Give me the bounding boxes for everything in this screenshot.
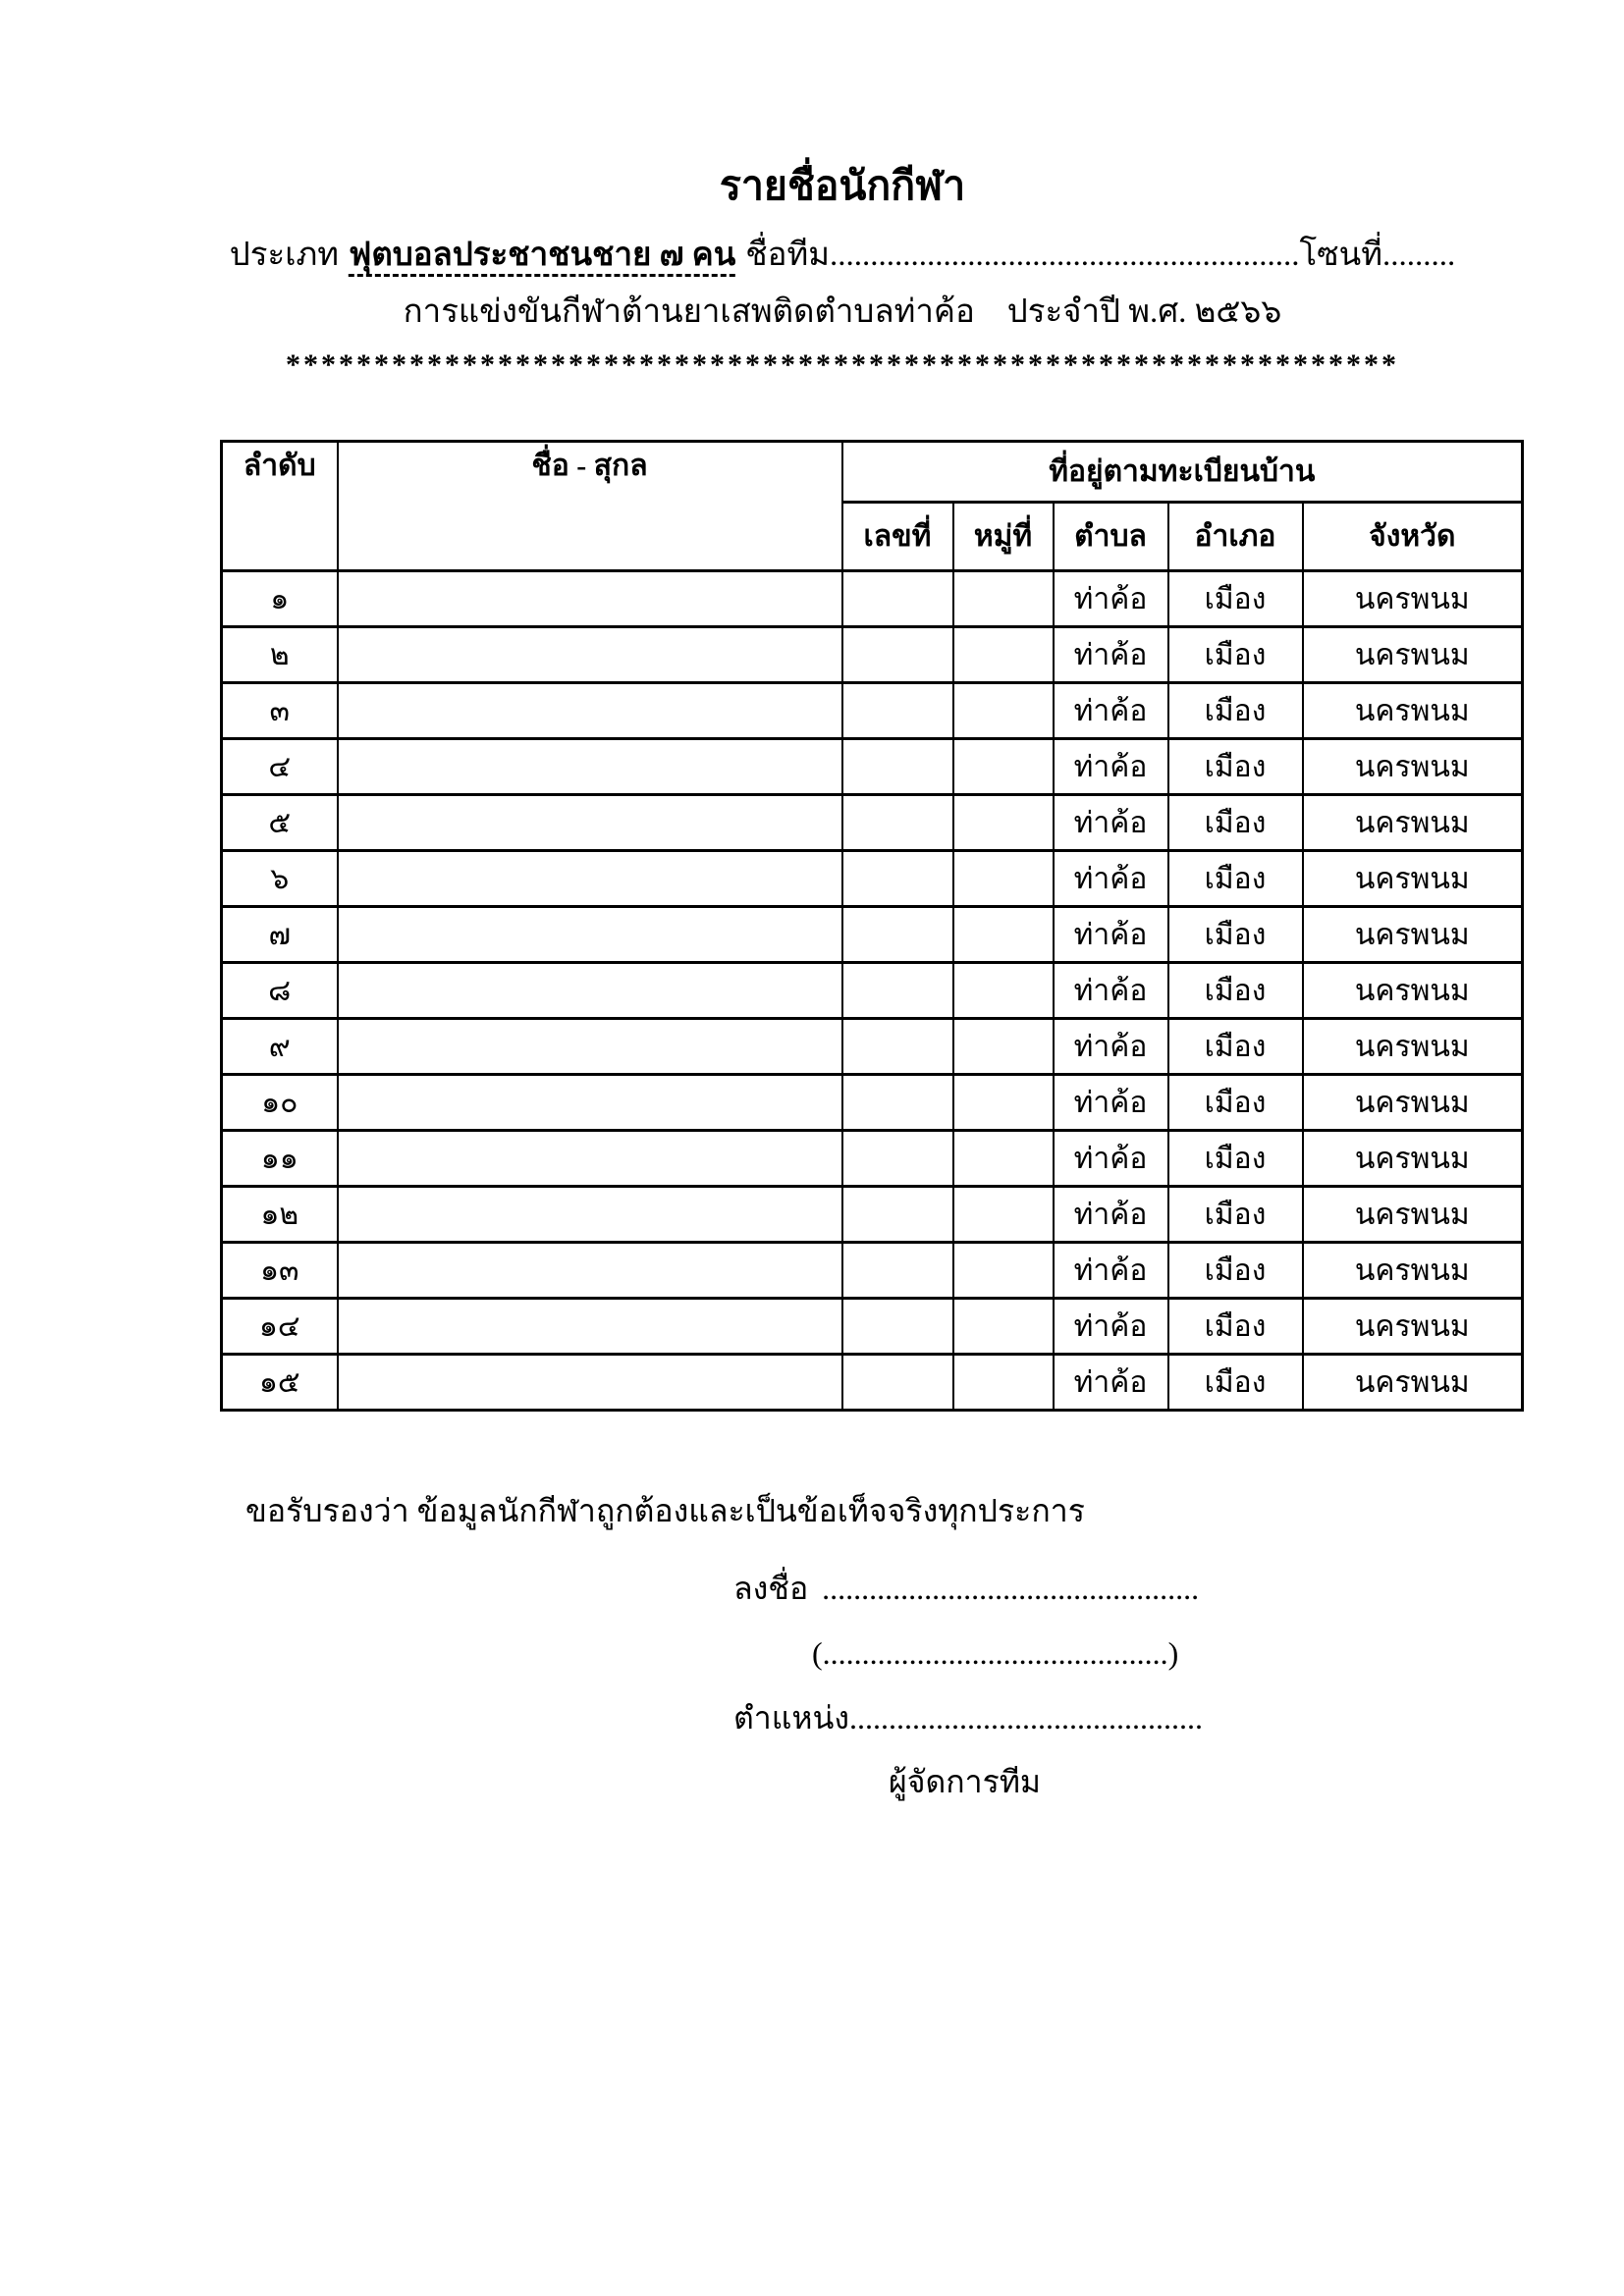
order-cell: ๓: [222, 683, 338, 739]
tambon-cell: ท่าค้อ: [1054, 1243, 1168, 1299]
table-row: [222, 1019, 1523, 1075]
table-row: [222, 1187, 1523, 1243]
tambon-cell: ท่าค้อ: [1054, 1075, 1168, 1131]
moo-cell: [953, 907, 1054, 963]
table-row: [222, 1299, 1523, 1355]
province-cell: นครพนม: [1303, 1299, 1523, 1355]
amphoe-cell: เมือง: [1168, 1243, 1303, 1299]
province-cell: นครพนม: [1303, 1131, 1523, 1187]
table-row: [222, 683, 1523, 739]
moo-cell: [953, 683, 1054, 739]
order-cell: ๙: [222, 1019, 338, 1075]
house-no-cell: [842, 1243, 953, 1299]
name-cell: [338, 683, 842, 739]
moo-cell: [953, 963, 1054, 1019]
separator-line: ***************************************************************: [286, 348, 1399, 381]
amphoe-cell: เมือง: [1168, 1355, 1303, 1411]
province-cell: นครพนม: [1303, 1243, 1523, 1299]
moo-cell: [953, 627, 1054, 683]
category-prefix: ประเภท: [229, 238, 339, 273]
athletes-table: [220, 440, 1524, 1412]
order-cell: ๑๒: [222, 1187, 338, 1243]
signature-block: [733, 1567, 1203, 1825]
table-row: [222, 739, 1523, 795]
name-cell: [338, 1187, 842, 1243]
house-no-cell: [842, 1187, 953, 1243]
province-cell: นครพนม: [1303, 851, 1523, 907]
order-cell: ๖: [222, 851, 338, 907]
amphoe-cell: เมือง: [1168, 1131, 1303, 1187]
moo-cell: [953, 1243, 1054, 1299]
table-row: [222, 795, 1523, 851]
amphoe-cell: เมือง: [1168, 851, 1303, 907]
amphoe-cell: เมือง: [1168, 1075, 1303, 1131]
name-cell: [338, 1131, 842, 1187]
col-header-province: จังหวัด: [1303, 503, 1523, 571]
province-cell: นครพนม: [1303, 739, 1523, 795]
event-line: การแข่งขันกีฬาต้านยาเสพติดตำบลท่าค้อ ประจำปี พ.ศ. ๒๕๖๖: [403, 294, 1282, 330]
tambon-cell: ท่าค้อ: [1054, 739, 1168, 795]
moo-cell: [953, 1019, 1054, 1075]
tambon-cell: ท่าค้อ: [1054, 907, 1168, 963]
name-cell: [338, 1299, 842, 1355]
amphoe-cell: เมือง: [1168, 963, 1303, 1019]
house-no-cell: [842, 627, 953, 683]
page-title: รายชื่อนักกีฬา: [719, 163, 966, 208]
table-row: [222, 1355, 1523, 1411]
zone-blank: .........: [1381, 238, 1456, 273]
province-cell: นครพนม: [1303, 1019, 1523, 1075]
order-cell: ๑๔: [222, 1299, 338, 1355]
name-cell: [338, 1019, 842, 1075]
moo-cell: [953, 1131, 1054, 1187]
tambon-cell: ท่าค้อ: [1054, 1131, 1168, 1187]
tambon-cell: ท่าค้อ: [1054, 1355, 1168, 1411]
house-no-cell: [842, 571, 953, 627]
house-no-cell: [842, 963, 953, 1019]
signer-name-blank: (............................................): [812, 1634, 1179, 1671]
house-no-cell: [842, 795, 953, 851]
order-cell: ๗: [222, 907, 338, 963]
team-name-blank: ..........................................................: [830, 238, 1300, 273]
moo-cell: [953, 571, 1054, 627]
amphoe-cell: เมือง: [1168, 907, 1303, 963]
province-cell: นครพนม: [1303, 907, 1523, 963]
table-row: [222, 851, 1523, 907]
certification-text: ขอรับรองว่า ข้อมูลนักกีฬาถูกต้องและเป็นข้อเท็จจริงทุกประการ: [245, 1493, 1085, 1528]
col-header-moo: หมู่ที่: [953, 503, 1054, 571]
signature-blank: ................................................: [822, 1571, 1200, 1606]
name-cell: [338, 627, 842, 683]
amphoe-cell: เมือง: [1168, 795, 1303, 851]
moo-cell: [953, 1299, 1054, 1355]
amphoe-cell: เมือง: [1168, 571, 1303, 627]
col-header-tambon: ตำบล: [1054, 503, 1168, 571]
amphoe-cell: เมือง: [1168, 1299, 1303, 1355]
tambon-cell: ท่าค้อ: [1054, 683, 1168, 739]
signer-role: ผู้จัดการทีม: [889, 1764, 1041, 1800]
tambon-cell: ท่าค้อ: [1054, 851, 1168, 907]
name-cell: [338, 851, 842, 907]
zone-label: โซนที่: [1299, 238, 1382, 273]
table-row: [222, 907, 1523, 963]
tambon-cell: ท่าค้อ: [1054, 1187, 1168, 1243]
amphoe-cell: เมือง: [1168, 1187, 1303, 1243]
col-header-order: ลำดับ: [222, 442, 338, 571]
province-cell: นครพนม: [1303, 795, 1523, 851]
house-no-cell: [842, 739, 953, 795]
category-value: ฟุตบอลประชาชนชาย ๗ คน: [349, 238, 735, 277]
order-cell: ๘: [222, 963, 338, 1019]
house-no-cell: [842, 1355, 953, 1411]
tambon-cell: ท่าค้อ: [1054, 1299, 1168, 1355]
table-row: [222, 1243, 1523, 1299]
province-cell: นครพนม: [1303, 963, 1523, 1019]
house-no-cell: [842, 1131, 953, 1187]
province-cell: นครพนม: [1303, 683, 1523, 739]
tambon-cell: ท่าค้อ: [1054, 795, 1168, 851]
tambon-cell: ท่าค้อ: [1054, 1019, 1168, 1075]
house-no-cell: [842, 1299, 953, 1355]
house-no-cell: [842, 907, 953, 963]
position-label: ตำแหน่ง: [733, 1699, 849, 1735]
sign-line: [733, 1567, 1203, 1611]
moo-cell: [953, 1187, 1054, 1243]
name-cell: [338, 907, 842, 963]
province-cell: นครพนม: [1303, 1355, 1523, 1411]
col-header-amphoe: อำเภอ: [1168, 503, 1303, 571]
order-cell: ๑๐: [222, 1075, 338, 1131]
moo-cell: [953, 795, 1054, 851]
tambon-cell: ท่าค้อ: [1054, 963, 1168, 1019]
table-row: [222, 1131, 1523, 1187]
amphoe-cell: เมือง: [1168, 683, 1303, 739]
order-cell: ๑๕: [222, 1355, 338, 1411]
col-header-name: ชื่อ - สุกล: [338, 442, 842, 571]
order-cell: ๕: [222, 795, 338, 851]
moo-cell: [953, 851, 1054, 907]
name-cell: [338, 739, 842, 795]
table-row: [222, 963, 1523, 1019]
house-no-cell: [842, 683, 953, 739]
table-row: [222, 1075, 1523, 1131]
house-no-cell: [842, 851, 953, 907]
order-cell: ๑๓: [222, 1243, 338, 1299]
amphoe-cell: เมือง: [1168, 739, 1303, 795]
name-cell: [338, 571, 842, 627]
tambon-cell: ท่าค้อ: [1054, 571, 1168, 627]
table-row: [222, 627, 1523, 683]
moo-cell: [953, 739, 1054, 795]
moo-cell: [953, 1355, 1054, 1411]
table-header-row-top: [222, 442, 1523, 503]
col-header-house-no: เลขที่: [842, 503, 953, 571]
order-cell: ๒: [222, 627, 338, 683]
col-header-address-group: ที่อยู่ตามทะเบียนบ้าน: [842, 442, 1523, 503]
position-line: [733, 1696, 1203, 1740]
moo-cell: [953, 1075, 1054, 1131]
order-cell: ๔: [222, 739, 338, 795]
order-cell: ๑: [222, 571, 338, 627]
amphoe-cell: เมือง: [1168, 627, 1303, 683]
province-cell: นครพนม: [1303, 1075, 1523, 1131]
table-row: [222, 571, 1523, 627]
category-line: [230, 234, 1455, 278]
order-cell: ๑๑: [222, 1131, 338, 1187]
sign-label: ลงชื่อ: [733, 1571, 809, 1606]
province-cell: นครพนม: [1303, 571, 1523, 627]
house-no-cell: [842, 1075, 953, 1131]
name-cell: [338, 1243, 842, 1299]
name-cell: [338, 1355, 842, 1411]
tambon-cell: ท่าค้อ: [1054, 627, 1168, 683]
province-cell: นครพนม: [1303, 627, 1523, 683]
team-name-label: ชื่อทีม: [745, 238, 831, 273]
house-no-cell: [842, 1019, 953, 1075]
name-cell: [338, 1075, 842, 1131]
amphoe-cell: เมือง: [1168, 1019, 1303, 1075]
name-cell: [338, 795, 842, 851]
province-cell: นครพนม: [1303, 1187, 1523, 1243]
position-blank: .............................................: [848, 1699, 1203, 1735]
name-cell: [338, 963, 842, 1019]
